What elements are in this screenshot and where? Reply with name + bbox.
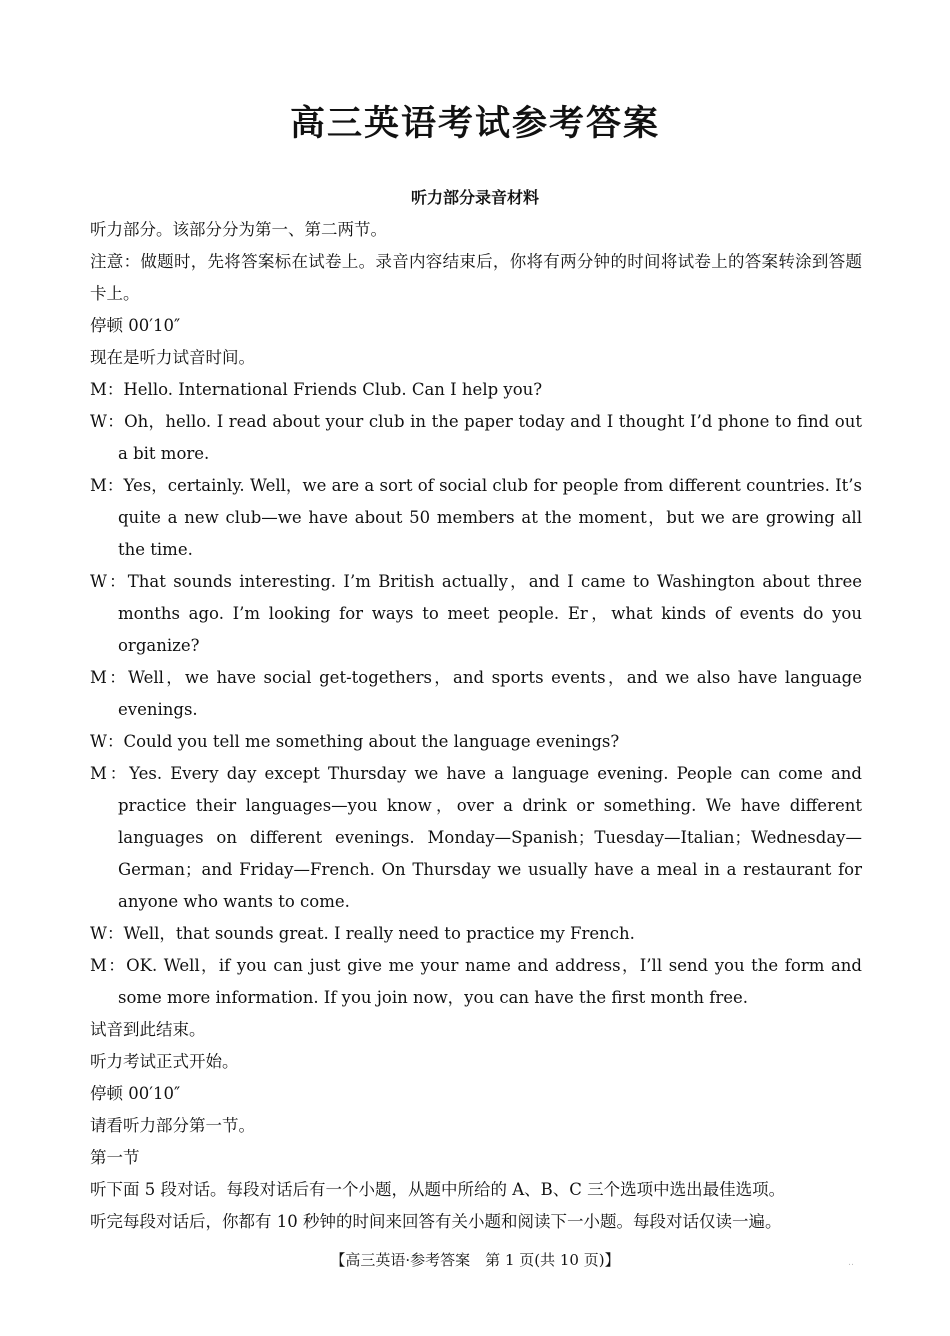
- page-footer: 【高三英语·参考答案 第 1 页(共 10 页)】: [330, 1251, 620, 1269]
- instruction-line: 听下面 5 段对话。每段对话后有一个小题，从题中所给的 A、B、C 三个选项中选出最佳选项。: [90, 1180, 786, 1199]
- dialogue-line: [90, 726, 862, 758]
- speaker-label: M：: [90, 476, 124, 495]
- document-body: [90, 214, 862, 1238]
- speaker-label: W：: [90, 412, 125, 431]
- pause-line: 停顿 00′10″: [90, 316, 181, 335]
- intro-notice: 注意：做题时，先将答案标在试卷上。录音内容结束后，你将有两分钟的时间将试卷上的答案转涂到答题卡上。: [90, 252, 862, 303]
- dialogue-text: Oh，hello. I read about your club in the paper today and I thought I’d phone to find out a bit more.: [118, 412, 862, 463]
- dialogue-text: Yes. Every day except Thursday we have a language evening. People can come and practice their languages—you know，over a drink or something. We have different languages on different evenings. Monday—Spanish；Tuesday—Italian；Wednesday—German；and Friday—French. On Thursday we usually have a meal in a restaurant for anyone who wants to come.: [118, 764, 862, 911]
- speaker-label: W：: [90, 572, 128, 591]
- page-title: 高三英语考试参考答案: [289, 104, 660, 144]
- dialogue-text: Could you tell me something about the language evenings?: [123, 732, 620, 751]
- corner-mark: ‥: [848, 1258, 855, 1268]
- section-title: 听力部分录音材料: [410, 188, 539, 207]
- dialogue-text: Well，that sounds great. I really need to practice my French.: [123, 924, 635, 943]
- dialogue-line: [90, 406, 862, 470]
- dialogue-line: [90, 374, 862, 406]
- dialogue-text: Well，we have social get-togethers，and sports events，and we also have language evenings.: [118, 668, 862, 719]
- outro-line: 试音到此结束。: [90, 1020, 206, 1039]
- speaker-label: W：: [90, 732, 124, 751]
- speaker-label: M：: [90, 380, 124, 399]
- dialogue-text: Yes，certainly. Well，we are a sort of social club for people from different countries. It’s quite a new club—we have about 50 members at the moment，but we are growing all the time.: [118, 476, 862, 559]
- dialogue-line: [90, 918, 862, 950]
- intro-line: 听力部分。该部分分为第一、第二两节。: [90, 220, 387, 239]
- outro-line: 请看听力部分第一节。: [90, 1116, 255, 1135]
- outro-line: 听力考试正式开始。: [90, 1052, 239, 1071]
- instruction-line: 听完每段对话后，你都有 10 秒钟的时间来回答有关小题和阅读下一小题。每段对话仅读一遍。: [90, 1212, 782, 1231]
- dialogue-line: [90, 470, 862, 566]
- pause-line: 停顿 00′10″: [90, 1084, 181, 1103]
- intro-line: 现在是听力试音时间。: [90, 348, 255, 367]
- speaker-label: M：: [90, 956, 127, 975]
- speaker-label: M：: [90, 764, 130, 783]
- dialogue-line: [90, 950, 862, 1014]
- dialogue-text: OK. Well，if you can just give me your name and address，I’ll send you the form and some more information. If you join now，you can have the first month free.: [118, 956, 862, 1007]
- speaker-label: W：: [90, 924, 124, 943]
- dialogue-text: That sounds interesting. I’m British actually，and I came to Washington about three months ago. I’m looking for ways to meet people. Er，what kinds of events do you organize?: [118, 572, 862, 655]
- dialogue-line: [90, 566, 862, 662]
- dialogue-text: Hello. International Friends Club. Can I help you?: [123, 380, 543, 399]
- dialogue-line: [90, 662, 862, 726]
- section-heading: 第一节: [90, 1148, 140, 1167]
- dialogue-line: [90, 758, 862, 918]
- speaker-label: M：: [90, 668, 128, 687]
